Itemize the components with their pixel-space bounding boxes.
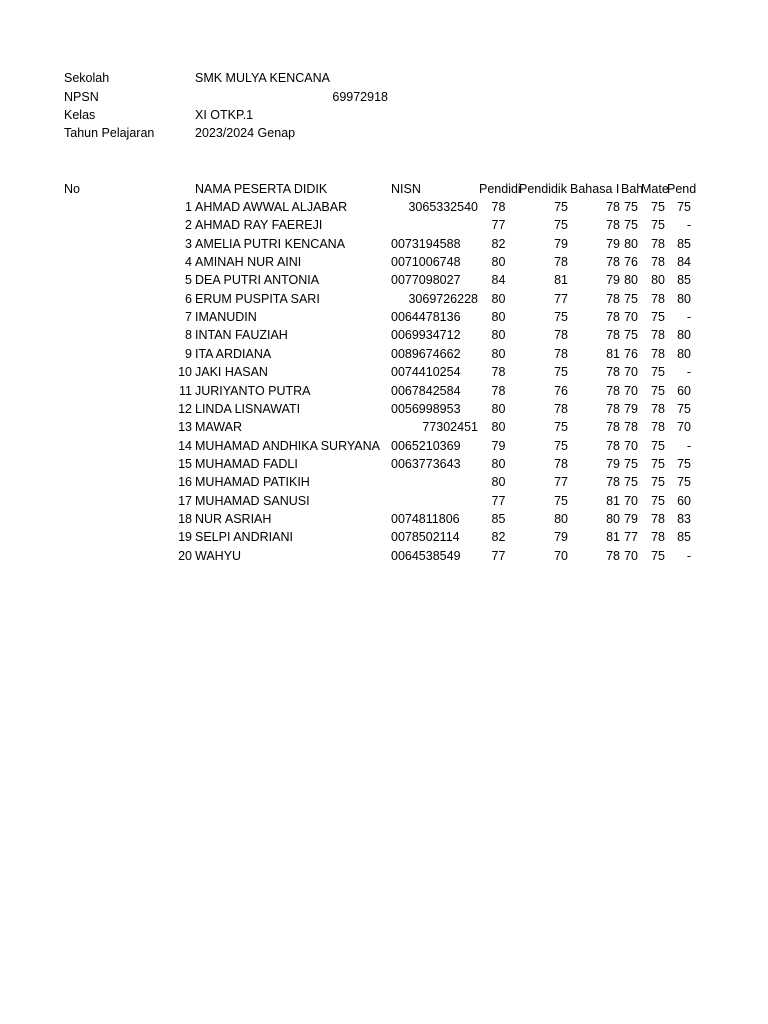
cell-no: 8 (185, 328, 192, 342)
cell-subject-2: 79 (554, 530, 568, 544)
cell-nisn: 3069726228 (408, 292, 478, 306)
cell-subject-6: 75 (677, 457, 691, 471)
cell-subject-2: 78 (554, 328, 568, 342)
header-subject-2: Pendidik (519, 182, 567, 196)
sekolah-label: Sekolah (64, 71, 110, 85)
cell-nisn: 0074811806 (391, 512, 460, 526)
cell-subject-1: 80 (491, 328, 506, 342)
cell-subject-1: 77 (491, 494, 506, 508)
cell-subject-1: 78 (491, 384, 506, 398)
cell-no: 4 (185, 255, 192, 269)
cell-subject-3: 79 (606, 273, 620, 287)
cell-subject-4: 70 (624, 439, 638, 453)
cell-nisn: 0063773643 (391, 457, 461, 471)
cell-subject-3: 79 (606, 237, 620, 251)
cell-subject-6: - (686, 549, 691, 563)
cell-no: 17 (178, 494, 192, 508)
cell-subject-3: 78 (606, 384, 620, 398)
cell-subject-6: 80 (677, 347, 691, 361)
cell-subject-6: 83 (677, 512, 691, 526)
cell-subject-6: 85 (677, 237, 691, 251)
cell-no: 10 (178, 365, 192, 379)
cell-nama: MAWAR (195, 420, 242, 434)
cell-nama: ITA ARDIANA (195, 347, 272, 361)
cell-subject-5: 75 (651, 200, 665, 214)
cell-subject-3: 78 (606, 549, 620, 563)
cell-nisn: 0077098027 (391, 273, 461, 287)
cell-no: 5 (185, 273, 192, 287)
cell-subject-4: 78 (624, 420, 638, 434)
cell-no: 20 (178, 549, 192, 563)
cell-subject-5: 75 (651, 384, 665, 398)
cell-nama: INTAN FAUZIAH (195, 328, 288, 342)
cell-subject-1: 80 (491, 255, 506, 269)
cell-subject-4: 75 (624, 328, 638, 342)
cell-subject-5: 75 (651, 457, 665, 471)
cell-subject-1: 77 (491, 549, 506, 563)
cell-subject-6: - (686, 365, 691, 379)
cell-subject-5: 78 (651, 347, 665, 361)
cell-no: 9 (185, 347, 192, 361)
cell-subject-4: 75 (624, 457, 638, 471)
cell-subject-2: 75 (554, 439, 568, 453)
cell-subject-4: 80 (624, 273, 638, 287)
cell-nama: MUHAMAD FADLI (195, 457, 298, 471)
cell-subject-3: 78 (606, 420, 620, 434)
cell-subject-2: 77 (554, 292, 568, 306)
cell-subject-2: 75 (554, 420, 568, 434)
cell-subject-3: 78 (606, 310, 620, 324)
tahun-value: 2023/2024 Genap (195, 126, 296, 140)
cell-subject-3: 78 (606, 200, 620, 214)
cell-subject-5: 75 (651, 475, 665, 489)
cell-subject-6: 85 (677, 273, 691, 287)
cell-subject-4: 79 (624, 512, 638, 526)
header-subject-4: Bah (621, 182, 644, 196)
cell-nisn: 0064478136 (391, 310, 461, 324)
cell-subject-4: 79 (624, 402, 638, 416)
cell-subject-6: 60 (677, 494, 691, 508)
cell-subject-6: - (686, 218, 691, 232)
cell-subject-5: 78 (651, 237, 665, 251)
cell-subject-2: 75 (554, 310, 568, 324)
cell-subject-5: 75 (651, 218, 665, 232)
cell-nisn: 0071006748 (391, 255, 461, 269)
cell-nisn: 0074410254 (391, 365, 461, 379)
cell-no: 3 (185, 237, 192, 251)
cell-subject-5: 75 (651, 310, 665, 324)
cell-subject-1: 80 (491, 457, 506, 471)
cell-subject-1: 77 (491, 218, 506, 232)
cell-subject-2: 77 (554, 475, 568, 489)
cell-nama: SELPI ANDRIANI (195, 530, 293, 544)
cell-subject-6: 80 (677, 292, 691, 306)
cell-subject-3: 78 (606, 218, 620, 232)
cell-nisn: 0065210369 (391, 439, 461, 453)
cell-subject-5: 78 (651, 530, 665, 544)
cell-nama: IMANUDIN (195, 310, 257, 324)
cell-subject-3: 78 (606, 255, 620, 269)
cell-subject-4: 75 (624, 200, 638, 214)
header-subject-6: Pend (667, 182, 697, 196)
cell-subject-4: 70 (624, 365, 638, 379)
cell-nisn (391, 216, 478, 234)
cell-subject-4: 75 (624, 292, 638, 306)
header-no: No (64, 182, 80, 196)
sekolah-value: SMK MULYA KENCANA (195, 71, 330, 85)
cell-subject-6: 85 (677, 530, 691, 544)
cell-no: 15 (178, 457, 192, 471)
npsn-label: NPSN (64, 90, 99, 104)
cell-subject-1: 84 (491, 273, 506, 287)
cell-subject-2: 75 (554, 200, 568, 214)
cell-nisn: 0056998953 (391, 402, 461, 416)
cell-subject-5: 75 (651, 549, 665, 563)
cell-nisn: 77302451 (422, 420, 478, 434)
cell-subject-3: 81 (606, 530, 620, 544)
cell-subject-4: 77 (624, 530, 638, 544)
cell-subject-6: 60 (677, 384, 691, 398)
cell-subject-1: 78 (491, 365, 506, 379)
header-subject-5: Mate (641, 182, 669, 196)
cell-nisn: 0067842584 (391, 384, 461, 398)
cell-subject-2: 76 (554, 384, 568, 398)
cell-subject-1: 80 (491, 420, 506, 434)
cell-nama: LINDA LISNAWATI (195, 402, 301, 416)
tahun-label: Tahun Pelajaran (64, 126, 155, 140)
cell-subject-5: 75 (651, 439, 665, 453)
cell-no: 18 (178, 512, 192, 526)
cell-nisn: 0078502114 (391, 530, 460, 544)
cell-nama: NUR ASRIAH (195, 512, 272, 526)
cell-nama: MUHAMAD ANDHIKA SURYANA (195, 439, 380, 453)
cell-subject-5: 78 (651, 292, 665, 306)
cell-subject-4: 75 (624, 475, 638, 489)
cell-subject-2: 78 (554, 255, 568, 269)
cell-nisn: 0089674662 (391, 347, 461, 361)
kelas-value: XI OTKP.1 (195, 108, 254, 122)
cell-subject-6: 75 (677, 402, 691, 416)
npsn-value: 69972918 (332, 90, 388, 104)
cell-subject-5: 78 (651, 402, 665, 416)
cell-subject-5: 78 (651, 512, 665, 526)
cell-no: 12 (178, 402, 192, 416)
cell-nama: JAKI HASAN (195, 365, 268, 379)
cell-subject-4: 70 (624, 549, 638, 563)
cell-no: 16 (178, 475, 192, 489)
cell-subject-1: 80 (491, 402, 506, 416)
cell-nama: AMELIA PUTRI KENCANA (195, 237, 346, 251)
cell-subject-3: 78 (606, 292, 620, 306)
cell-nama: AMINAH NUR AINI (195, 255, 302, 269)
cell-subject-5: 78 (651, 255, 665, 269)
cell-no: 6 (185, 292, 192, 306)
cell-subject-1: 80 (491, 292, 506, 306)
cell-nisn: 3065332540 (408, 200, 478, 214)
cell-no: 7 (185, 310, 192, 324)
cell-subject-2: 79 (554, 237, 568, 251)
cell-nama: MUHAMAD PATIKIH (195, 475, 310, 489)
cell-nisn: 0069934712 (391, 328, 461, 342)
cell-subject-3: 80 (606, 512, 620, 526)
cell-subject-6: - (686, 439, 691, 453)
cell-no: 13 (178, 420, 192, 434)
cell-nama: ERUM PUSPITA SARI (195, 292, 320, 306)
header-subject-1: Pendidi (479, 182, 521, 196)
cell-nisn: 0064538549 (391, 549, 461, 563)
cell-subject-4: 70 (624, 310, 638, 324)
cell-no: 19 (178, 530, 192, 544)
cell-subject-4: 76 (624, 255, 638, 269)
cell-subject-1: 80 (491, 310, 506, 324)
header-nisn: NISN (391, 182, 421, 196)
cell-no: 14 (178, 439, 192, 453)
cell-subject-3: 78 (606, 402, 620, 416)
cell-nama: JURIYANTO PUTRA (195, 384, 311, 398)
cell-subject-3: 78 (606, 475, 620, 489)
cell-subject-1: 80 (491, 347, 506, 361)
cell-subject-4: 80 (624, 237, 638, 251)
cell-nisn (391, 492, 478, 510)
cell-subject-5: 75 (651, 365, 665, 379)
cell-subject-3: 78 (606, 365, 620, 379)
cell-subject-2: 78 (554, 457, 568, 471)
cell-subject-3: 81 (606, 494, 620, 508)
cell-subject-1: 78 (491, 200, 506, 214)
cell-subject-2: 75 (554, 494, 568, 508)
cell-subject-2: 75 (554, 218, 568, 232)
cell-subject-3: 78 (606, 439, 620, 453)
cell-subject-3: 78 (606, 328, 620, 342)
cell-nisn: 0073194588 (391, 237, 461, 251)
cell-subject-2: 80 (554, 512, 568, 526)
cell-subject-2: 70 (554, 549, 568, 563)
cell-subject-6: 84 (677, 255, 691, 269)
cell-subject-2: 81 (554, 273, 568, 287)
cell-subject-1: 82 (491, 530, 506, 544)
cell-nisn (391, 473, 478, 491)
cell-subject-3: 79 (606, 457, 620, 471)
cell-subject-4: 70 (624, 384, 638, 398)
kelas-label: Kelas (64, 108, 96, 122)
header-subject-3: Bahasa I (570, 182, 620, 196)
cell-subject-2: 75 (554, 365, 568, 379)
cell-subject-1: 82 (491, 237, 506, 251)
cell-subject-6: 80 (677, 328, 691, 342)
header-nama: NAMA PESERTA DIDIK (195, 182, 328, 196)
cell-nama: DEA PUTRI ANTONIA (195, 273, 320, 287)
cell-subject-5: 78 (651, 328, 665, 342)
cell-subject-6: 70 (677, 420, 691, 434)
cell-subject-4: 75 (624, 218, 638, 232)
cell-no: 1 (185, 200, 192, 214)
cell-subject-5: 75 (651, 494, 665, 508)
cell-subject-2: 78 (554, 347, 568, 361)
cell-nama: WAHYU (195, 549, 242, 563)
cell-subject-3: 81 (606, 347, 620, 361)
cell-subject-4: 76 (624, 347, 638, 361)
cell-nama: AHMAD AWWAL ALJABAR (195, 200, 348, 214)
cell-subject-5: 78 (651, 420, 665, 434)
cell-nama: MUHAMAD SANUSI (195, 494, 310, 508)
cell-subject-6: 75 (677, 200, 691, 214)
cell-nama: AHMAD RAY FAEREJI (195, 218, 323, 232)
cell-subject-6: - (686, 310, 691, 324)
cell-subject-6: 75 (677, 475, 691, 489)
cell-no: 11 (179, 384, 192, 398)
cell-subject-2: 78 (554, 402, 568, 416)
cell-subject-1: 79 (491, 439, 506, 453)
cell-no: 2 (185, 218, 192, 232)
cell-subject-5: 80 (651, 273, 665, 287)
cell-subject-4: 70 (624, 494, 638, 508)
cell-subject-1: 80 (491, 475, 506, 489)
cell-subject-1: 85 (491, 512, 506, 526)
